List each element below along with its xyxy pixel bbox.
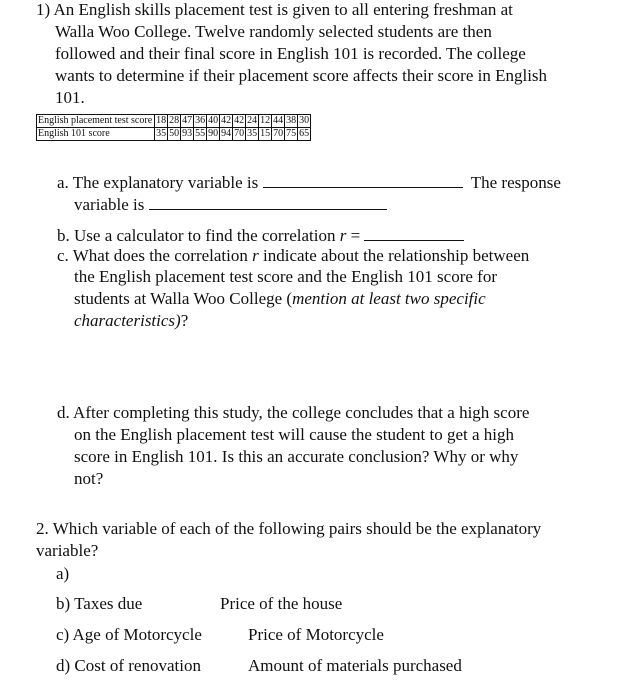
q1c-question-mark: ? — [180, 311, 189, 330]
table-cell: 15 — [260, 128, 271, 139]
table-cell: 44 — [273, 115, 284, 126]
q1d-line-2: on the English placement test will cause the student to get a high — [74, 425, 515, 444]
table-cell: 35 — [247, 128, 258, 139]
q1c-italic-b: characteristics) — [74, 311, 181, 330]
table-cell: 40 — [208, 115, 219, 126]
table-cell: 42 — [221, 115, 232, 126]
correlation-symbol: r — [339, 226, 347, 245]
correlation-blank[interactable] — [364, 224, 464, 241]
row-label-english101: English 101 score — [37, 128, 155, 141]
q1d-line-3: score in English 101. Is this an accurate conclusion? Why or why — [74, 447, 519, 466]
table-cell: 35 — [156, 128, 167, 139]
q2-line-1: 2. Which variable of each of the following pairs should be the explanatory — [36, 519, 542, 538]
q2-line-2: variable? — [36, 541, 99, 560]
table-row — [37, 115, 311, 128]
q2-pair-d-left: d) Cost of renovation — [56, 656, 201, 675]
q1c-line-1 — [57, 245, 529, 267]
table-cell: 28 — [169, 115, 180, 126]
q1c-italic-a: mention at least two specific — [292, 289, 486, 308]
q1c-line-2: the English placement test score and the English 101 score for — [74, 267, 497, 286]
q1b-line — [57, 224, 464, 247]
table-cell: 65 — [299, 128, 310, 139]
q1-stem-line-5: 101. — [55, 88, 85, 107]
response-variable-blank[interactable] — [149, 193, 387, 210]
q1b-prompt: b. Use a calculator to find the correlation — [57, 226, 336, 245]
table-cell: 70 — [273, 128, 284, 139]
equals-sign: = — [346, 226, 361, 245]
table-cell: 93 — [182, 128, 193, 139]
q1d-line-4: not? — [74, 469, 104, 488]
q1c-text-a: c. What does the correlation — [57, 246, 248, 265]
q1c-text-b: indicate about the relationship between — [263, 246, 530, 265]
score-table — [36, 114, 311, 141]
q1-stem-line-1: 1) An English skills placement test is given to all entering freshman at — [36, 0, 513, 19]
table-cell: 94 — [221, 128, 232, 139]
table-cell: 30 — [299, 115, 310, 126]
q2-part-a: a) — [56, 564, 70, 583]
correlation-symbol: r — [252, 246, 259, 265]
explanatory-variable-blank[interactable] — [263, 171, 463, 188]
table-row — [37, 128, 311, 141]
q2-pair-d-right: Amount of materials purchased — [248, 656, 462, 675]
table-cell: 47 — [182, 115, 193, 126]
q1c-line-3 — [74, 288, 486, 310]
table-cell: 36 — [195, 115, 206, 126]
q2-pair-b-right: Price of the house — [220, 594, 343, 613]
table-cell: 75 — [286, 128, 297, 139]
q1a-line-1 — [57, 171, 561, 194]
table-cell: 70 — [234, 128, 245, 139]
table-cell: 55 — [195, 128, 206, 139]
table-cell: 24 — [247, 115, 258, 126]
q2-pair-c-right: Price of Motorcycle — [248, 625, 384, 644]
table-cell: 90 — [208, 128, 219, 139]
table-cell: 38 — [286, 115, 297, 126]
q2-pair-b-left: b) Taxes due — [56, 594, 143, 613]
q1c-text-c: students at Walla Woo College ( — [74, 289, 293, 308]
table-cell: 42 — [234, 115, 245, 126]
q1a-line-2 — [74, 193, 387, 216]
table-cell: 18 — [156, 115, 167, 126]
q2-pair-c-left: c) Age of Motorcycle — [56, 625, 202, 644]
q1-stem-line-3: followed and their final score in English 101 is recorded. The college — [55, 44, 526, 63]
q1c-line-4 — [74, 310, 188, 332]
q1d-line-1: d. After completing this study, the college concludes that a high score — [57, 403, 530, 422]
q1a-prompt: a. The explanatory variable is — [57, 173, 259, 192]
row-label-placement: English placement test score — [37, 115, 155, 128]
q1-stem-line-4: wants to determine if their placement score affects their score in English — [55, 66, 548, 85]
q1a-response-label: The response — [470, 173, 561, 192]
q1-stem-line-2: Walla Woo College. Twelve randomly selected students are then — [55, 22, 492, 41]
q1a-variable-is: variable is — [74, 195, 145, 214]
table-cell: 50 — [169, 128, 180, 139]
table-cell: 12 — [260, 115, 271, 126]
